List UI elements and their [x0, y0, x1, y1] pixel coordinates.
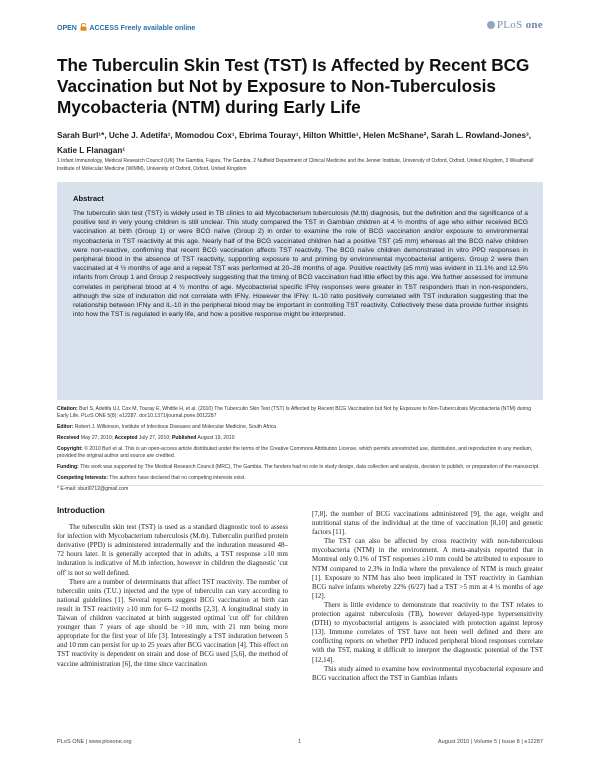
abstract-text: The tuberculin skin test (TST) is widely used in TB clinics to aid Mycobacterium tuberculosis (M.tb) diagnosis, but the definition and the significance of a positive test in very young children is still unclear. This study compared the TST in Gambian children at 4 ½ months of age who either received BCG vaccination at birth (Group 1) or were BCG naïve (Group 2) in order to examine the role of BCG vaccination and/or exposure to environmental mycobacteria in TST reactivity at this age. Nearly half of the BCG vaccinated children had a positive TST (≥5 mm) whereas all the BCG naïve children were non-reactive, confirming that recent BCG vaccination affects TST reactivity. The BCG naïve children demonstrated in vitro PPD responses in peripheral blood in the absence of TST reactivity, supporting exposure to and priming by environmental mycobacterial antigens. Group 2 were then vaccinated at 4 ½ months of age and a repeat TST was performed at 20–28 months of age. Positive reactivity (≥5 mm) was evident in 11.1% and 12.5% infants from Group 1 and Group 2 respectively suggesting that the timing of BCG vaccination had little effect by this age. We further assessed for immune correlates in peripheral blood at 4 ½ months of age. Mycobacterial specific IFNγ responses were greater in TST responders than in non-responders, although the size of induration did not correlate with IFNγ. However the IFNγ: IL-10 ratio positively correlated with TST induration suggesting that the relationship between IFNγ and IL-10 in the peripheral blood may be important in controlling TST reactivity. Collectively these data provide further insights into how the TST is regulated in early life, and how a positive response might be interpreted.: [73, 210, 528, 319]
citation-label: Citation:: [57, 406, 78, 412]
copyright-block: [57, 446, 543, 460]
access-label: ACCESS: [89, 25, 119, 32]
funding-text: This work was supported by The Medical Research Council (MRC), The Gambia. The funders had no role in study design, data collection and analysis, decision to publish, or preparation of the manuscript.: [80, 464, 540, 470]
plos-logo-icon: [487, 21, 495, 29]
body-column-right: [312, 510, 543, 683]
open-label: OPEN: [57, 25, 77, 32]
competing-interests-block: [57, 475, 543, 482]
competing-label: Competing Interests:: [57, 475, 108, 481]
footer-journal[interactable]: PLoS ONE | www.plosone.org: [57, 739, 132, 745]
page-header: [57, 19, 543, 36]
citation-text: Burl S, Adetifa UJ, Cox M, Touray E, Whittle H, et al. (2010) The Tuberculin Skin Test (TST) Is Affected by Recent BCG Vaccination but Not by Exposure to Non-Tuberculosis Mycobacteria (NTM) during Early Life. PLoS ONE 5(8): e12287. doi:10.1371/journal.pone.0012287: [57, 406, 532, 419]
abstract-heading: Abstract: [73, 194, 104, 203]
intro-paragraph-2: There are a number of determinants that affect TST reactivity. The number of tuberculin units (T.U.) injected and the type of tuberculin can vary according to national guidelines [1]. Several reports suggest BCG vaccination at birth can result in TST reactivity ≥10 mm for 6–12 months [2,3]. A longitudinal study in Taiwan of children vaccinated at birth suggested optimal 'cut off' for children younger than 7 years of age should be >10 mm, with 21 mm being more appropriate for the first year of life [3]. Interestingly a TST induration between 5 and 10 mm can persist for up to 25 years after BCG vaccination [4]. This effect on TST reactivity is dependent on strain and dose of BCG used [5,6], the method of vaccine administration [6], the time since vaccination: [57, 577, 288, 668]
received-label: Received: [57, 435, 80, 441]
open-lock-icon: [80, 23, 87, 31]
published-label: Published: [172, 435, 197, 441]
open-access-badge[interactable]: [57, 23, 195, 32]
accepted-date: July 27, 2010;: [138, 435, 171, 441]
editor-block: [57, 424, 543, 431]
plos-one-logo[interactable]: [487, 19, 543, 31]
intro-paragraph-3: The TST can also be affected by cross reactivity with non-tuberculous mycobacteria (NTM) in the environment. A meta-analysis reported that in Montreal only 0.1% of TST responses ≥10 mm could be attributed to exposure to NTM compared to 2.3% in India where the prevalence of NTM is much greater [1]. Exposure to NTM has also been implicated in TST reactivity in Gambian BCG naïve infants whereby 22% (6/27) had a TST >5 mm at 4 ½ months of age [12].: [312, 537, 543, 600]
intro-paragraph-4: There is little evidence to demonstrate that reactivity to the TST relates to protection against tuberculosis (TB), however delayed-type hypersensitivity (DTH) to mycobacterial antigens is associated with protection against leprosy [13]. Immune correlates of TST have not been well defined and there are conflicting reports on whether PPD induced peripheral blood responses correlate with the TST, making it difficult to interpret the diagnostic potential of the TST [12,14].: [312, 600, 543, 664]
affiliations: 1 Infant Immunology, Medical Research Council (UK) The Gambia, Fajara, The Gambia, 2 Nuffield Department of Clinical Medicine and the Jenner Institute, University of Oxford, Oxford, United Kingdom, 3 Weatherall Institute of Molecular Medicine (WIMM), University of Oxford, Oxford, United Kingdom: [57, 158, 534, 172]
freely-available-label: Freely available online: [120, 25, 196, 32]
intro-paragraph-2-continued: [7,8], the number of BCG vaccinations administered [9], the age, weight and nutritional status of the individual at the time of vaccination [8,10] and genetic factors [11].: [312, 510, 543, 537]
received-date: May 27, 2010;: [80, 435, 114, 441]
introduction-heading: Introduction: [57, 506, 105, 515]
footer-issue: August 2010 | Volume 5 | Issue 8 | e12287: [437, 739, 543, 745]
competing-text: The authors have declared that no competing interests exist.: [109, 475, 246, 481]
article-metadata: [57, 406, 543, 497]
intro-paragraph-1: The tuberculin skin test (TST) is used as a standard diagnostic tool to assess for infection with Mycobacterium tuberculosis (M.tb). Tuberculin purified protein derivative (PPD) is administered intradermally and the induration measured 48–72 hours later. It is generally accepted that in adults, a TST response ≥10 mm induration is indicative of M.tb infection, however in children the diagnostic 'cut off' is not so well defined.: [57, 523, 288, 577]
page-footer: [57, 739, 543, 749]
abstract-box: [57, 182, 543, 400]
funding-label: Funding:: [57, 464, 79, 470]
author-list: Sarah Burl¹*, Uche J. Adetifa¹, Momodou Cox¹, Ebrima Touray¹, Hilton Whittle¹, Helen McShane², Sarah L. Rowland-Jones³, Katie L Flanagan¹: [57, 131, 532, 155]
editor-label: Editor:: [57, 424, 74, 430]
page-number: 1: [298, 739, 302, 745]
logo-plos-text: PLoS: [496, 19, 523, 31]
article-title: The Tuberculin Skin Test (TST) Is Affected by Recent BCG Vaccination but Not by Exposure to Non-Tuberculosis Mycobacteria (NTM) during Early Life: [57, 55, 530, 117]
accepted-label: Accepted: [114, 435, 138, 441]
published-date: August 19, 2010: [197, 435, 235, 441]
email-line[interactable]: * E-mail: sburl0712@gmail.com: [57, 486, 129, 492]
copyright-text: © 2010 Burl et al. This is an open-access article distributed under the terms of the Creative Commons Attribution License, which permits unrestricted use, distribution, and reproduction in any medium, provided the original author and source are credited.: [57, 446, 533, 459]
copyright-label: Copyright:: [57, 446, 83, 452]
funding-block: [57, 464, 543, 471]
dates-block: [57, 435, 543, 442]
logo-one-text: one: [525, 19, 543, 31]
citation-block: [57, 406, 543, 420]
body-column-left: [57, 506, 288, 669]
metadata-divider: [57, 485, 543, 486]
intro-paragraph-5: This study aimed to examine how environmental mycobacterial exposure and BCG vaccination affect the TST in Gambian infants: [312, 664, 543, 682]
editor-text: Robert J. Wilkinson, Institute of Infectious Diseases and Molecular Medicine, South Africa: [74, 424, 277, 430]
